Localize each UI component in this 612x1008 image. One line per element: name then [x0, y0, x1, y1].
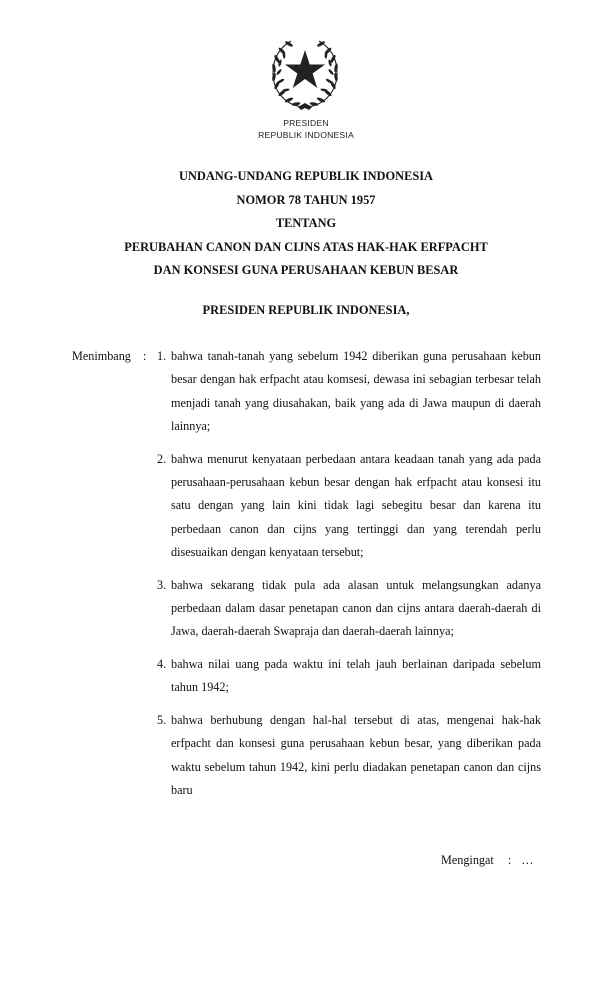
emblem-caption-republik: REPUBLIK INDONESIA — [258, 130, 354, 140]
item-number: 5. — [157, 712, 167, 727]
title-line-subject-2: DAN KONSESI GUNA PERUSAHAAN KEBUN BESAR — [153, 263, 459, 277]
list-item — [157, 448, 541, 565]
list-item — [157, 653, 541, 700]
item-number: 3. — [157, 577, 167, 592]
item-text: bahwa nilai uang pada waktu ini telah jauh berlainan daripada sebelum tahun 1942; — [171, 656, 541, 695]
continuation-marker — [441, 852, 533, 868]
item-number: 2. — [157, 451, 167, 466]
item-text: bahwa berhubung dengan hal-hal tersebut di atas, mengenai hak-hak erfpacht dan konsesi guna perusahaan kebun besar, yang diberikan pada waktu sebelum tahun 1942, kini perlu diadakan penetapan canon dan cijns baru — [171, 712, 541, 797]
menimbang-label: Menimbang — [72, 349, 131, 363]
title-line-number: NOMOR 78 TAHUN 1957 — [236, 192, 376, 207]
item-text: bahwa tanah-tanah yang sebelum 1942 diberikan guna perusahaan kebun besar dengan hak erfpacht atau komsesi, dewasa ini sebagian terbesar telah menjadi tanah yang diusahakan, baik yang ada di Jawa maupun di daerah lainnya; — [171, 349, 541, 434]
menimbang-list — [157, 345, 541, 811]
title-line-law: UNDANG-UNDANG REPUBLIK INDONESIA — [178, 169, 434, 183]
item-number: 1. — [157, 349, 167, 363]
item-number: 4. — [157, 656, 167, 671]
document-title — [0, 165, 612, 283]
item-text: bahwa menurut kenyataan perbedaan antara keadaan tanah yang ada pada perusahaan-perusahaan kebun besar dengan hak erfpacht atau konsesi itu satu dengan yang lain kini tidak lagi sebegitu besar dan karena itu perbedaan canon dan cijns yang tertinggi dan yang terendah perlu disesuaikan dengan kenyataan tersebut; — [171, 451, 541, 560]
president-heading: PRESIDEN REPUBLIK INDONESIA, — [202, 303, 410, 317]
presidential-seal-icon — [265, 33, 345, 113]
item-text: bahwa sekarang tidak pula ada alasan untuk melangsungkan adanya perbedaan dalam dasar penetapan canon dan cijns antara daerah-daerah di Jawa, daerah-daerah Swapraja dan daerah-daerah lainnya; — [171, 577, 541, 639]
list-item — [157, 709, 541, 803]
mengingat-label: Mengingat — [441, 853, 494, 867]
list-item — [157, 574, 541, 644]
mengingat-colon: : — [507, 853, 512, 867]
continuation-ellipsis: … — [521, 853, 534, 867]
list-item — [157, 345, 541, 439]
title-line-subject-1: PERUBAHAN CANON DAN CIJNS ATAS HAK-HAK ERFPACHT — [124, 239, 488, 254]
menimbang-colon: : — [143, 349, 147, 363]
emblem-caption-presiden: PRESIDEN — [283, 118, 329, 128]
title-line-about: TENTANG — [275, 216, 337, 230]
